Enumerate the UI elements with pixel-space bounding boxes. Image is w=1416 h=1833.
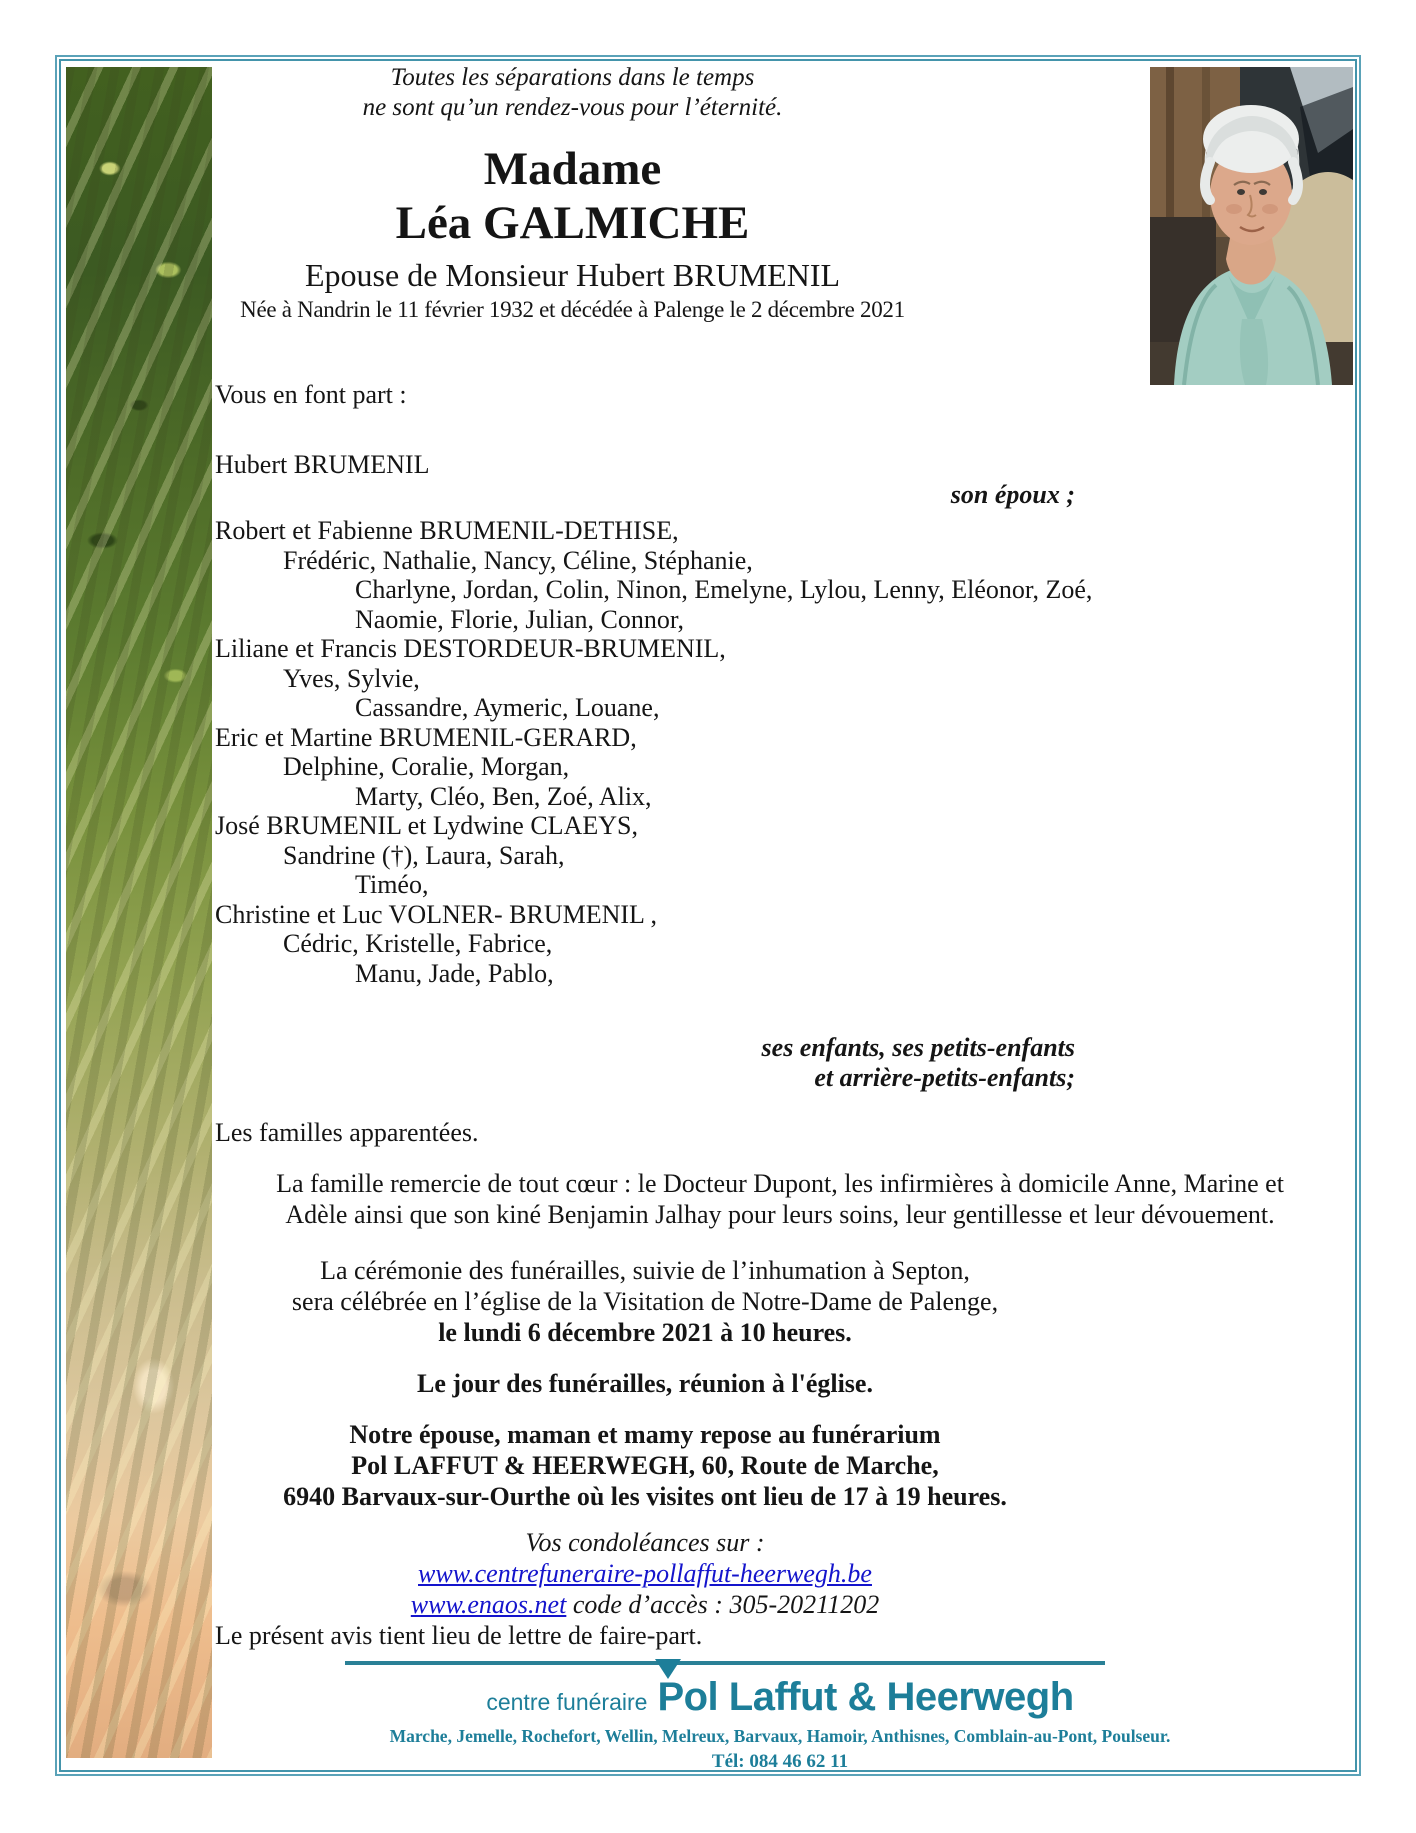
family-line: Cédric, Kristelle, Fabrice,	[283, 929, 553, 958]
announcement-content	[215, 55, 1345, 1774]
epitaph-line-2: ne sont qu’un rendez-vous pour l’éternité.	[362, 94, 783, 121]
ceremony-block	[215, 1255, 1075, 1348]
family-line: Marty, Cléo, Ben, Zoé, Alix,	[355, 781, 652, 811]
condolences-intro: Vos condoléances sur :	[525, 1528, 765, 1557]
funeral-home-website-link[interactable]: www.centrefuneraire-pollaffut-heerwegh.be	[418, 1559, 872, 1588]
ceremony-date-time: le lundi 6 décembre 2021 à 10 heures.	[438, 1318, 852, 1347]
branch-cities: Marche, Jemelle, Rochefort, Wellin, Melreux, Barvaux, Hamoir, Anthisnes, Comblain-au-Pont, Poulseur.	[389, 1726, 1171, 1746]
family-line: José BRUMENIL et Lydwine CLAEYS,	[215, 811, 638, 840]
family-line: Christine et Luc VOLNER- BRUMENIL ,	[215, 899, 657, 929]
thanks-line-1: La famille remercie de tout cœur : le Docteur Dupont, les infirmières à domicile Anne, Marine et	[276, 1169, 1284, 1198]
family-line: Sandrine (†), Laura, Sarah,	[283, 840, 565, 870]
birth-death-line: Née à Nandrin le 11 février 1932 et décédée à Palenge le 2 décembre 2021	[240, 297, 905, 322]
descendants-role-line-2: et arrière-petits-enfants;	[814, 1063, 1075, 1092]
family-line: Robert et Fabienne BRUMENIL-DETHISE,	[215, 516, 679, 545]
ceremony-line-1: La cérémonie des funérailles, suivie de l’inhumation à Septon,	[320, 1256, 970, 1285]
ceremony-line-2: sera célébrée en l’église de la Visitation de Notre-Dame de Palenge,	[291, 1287, 999, 1316]
family-line: Naomie, Florie, Julian, Connor,	[355, 604, 684, 634]
thanks-line-2: Adèle ainsi que son kiné Benjamin Jalhay pour leurs soins, leur gentillesse et leur dévouement.	[285, 1200, 1275, 1229]
announcement-intro: Vous en font part :	[215, 380, 407, 409]
husband-role: son époux ;	[950, 480, 1075, 509]
meeting-line: Le jour des funérailles, réunion à l'église.	[417, 1369, 873, 1398]
family-line: Cassandre, Aymeric, Louane,	[355, 693, 660, 722]
family-line: Yves, Sylvie,	[283, 663, 420, 693]
family-line: Delphine, Coralie, Morgan,	[283, 752, 570, 781]
epitaph-line-1: Toutes les séparations dans le temps	[390, 64, 755, 91]
repose-line-2: Pol LAFFUT & HEERWEGH, 60, Route de Marche,	[351, 1451, 939, 1480]
deceased-name: Léa GALMICHE	[395, 197, 750, 249]
family-line: Frédéric, Nathalie, Nancy, Céline, Stéphanie,	[283, 545, 753, 575]
brand-name: Pol Laffut & Heerwegh	[657, 1675, 1073, 1720]
triangle-logo-icon	[655, 1659, 681, 1679]
family-line: Charlyne, Jordan, Colin, Ninon, Emelyne, Lylou, Lenny, Eléonor, Zoé,	[355, 575, 1093, 604]
repose-line-1: Notre épouse, maman et mamy repose au funérarium	[349, 1420, 941, 1449]
phone-number: Tél: 084 46 62 11	[711, 1751, 849, 1772]
title-civility: Madame	[483, 143, 662, 195]
enaos-website-link[interactable]: www.enaos.net	[410, 1590, 567, 1619]
brand-small-label: centre funéraire	[486, 1689, 648, 1715]
divider-rule	[345, 1661, 1105, 1665]
spouse-line: Epouse de Monsieur Hubert BRUMENIL	[304, 257, 841, 293]
descendants-role-line-1: ses enfants, ses petits-enfants	[761, 1033, 1075, 1062]
access-code: code d’accès : 305-20211202	[566, 1590, 880, 1619]
family-list	[215, 516, 1345, 988]
family-line: Manu, Jade, Pablo,	[355, 958, 554, 988]
family-line: Liliane et Francis DESTORDEUR-BRUMENIL,	[215, 634, 726, 663]
family-line: Timéo,	[355, 870, 429, 899]
funeral-home-logo	[486, 1675, 1073, 1720]
related-families: Les familles apparentées.	[215, 1118, 479, 1147]
repose-block	[215, 1419, 1075, 1512]
family-line: Eric et Martine BRUMENIL-GERARD,	[215, 722, 637, 752]
condolences-block	[215, 1527, 1075, 1620]
forest-path-photo	[66, 67, 212, 1758]
funeral-home-footer	[215, 1675, 1345, 1774]
husband-name: Hubert BRUMENIL	[215, 450, 430, 479]
legal-notice: Le présent avis tient lieu de lettre de faire-part.	[215, 1621, 703, 1650]
repose-line-3: 6940 Barvaux-sur-Ourthe où les visites ont lieu de 17 à 19 heures.	[283, 1482, 1007, 1511]
